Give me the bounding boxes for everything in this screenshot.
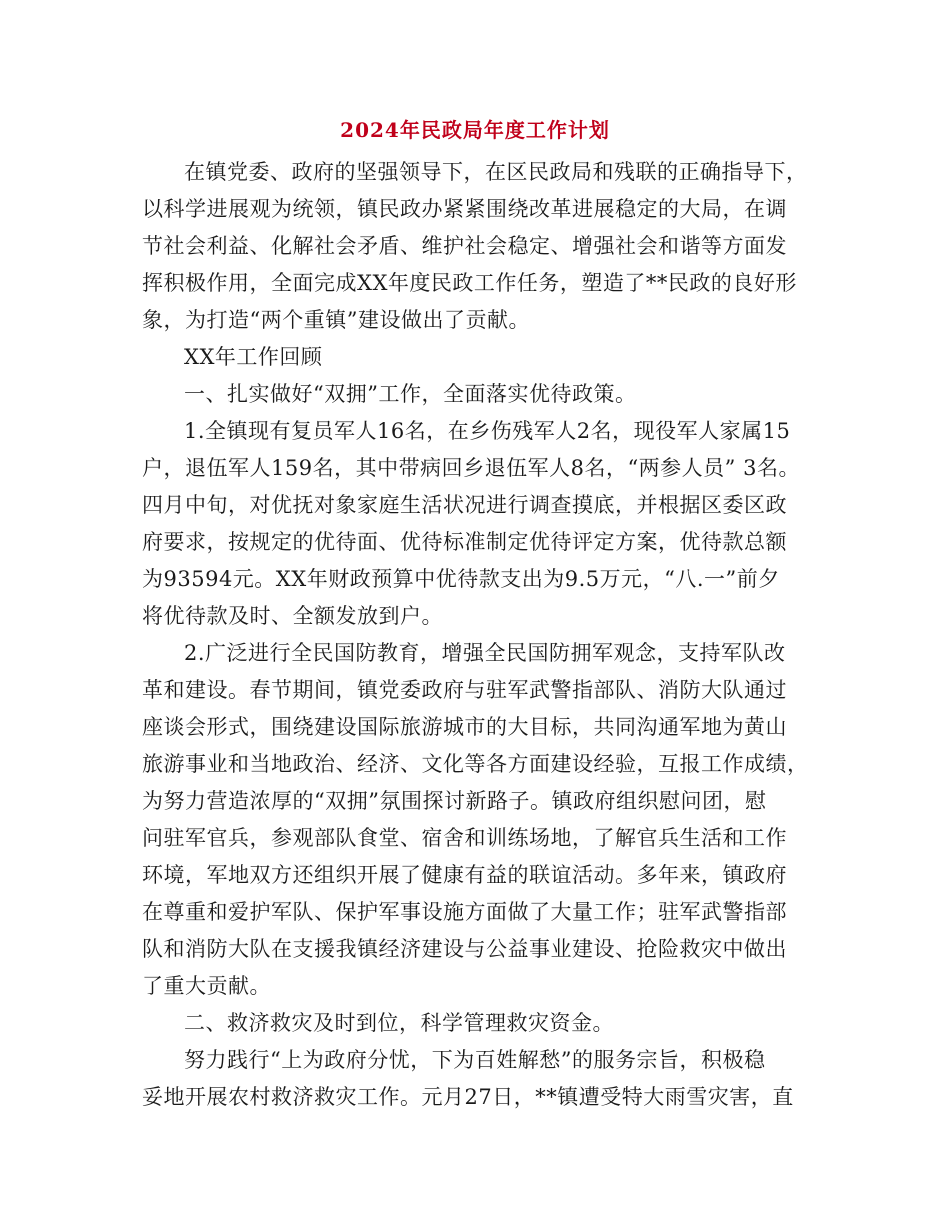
paragraph-line: 在尊重和爱护军队、保护军事设施方面做了大量工作；驻军武警指部	[142, 900, 787, 924]
paragraph-line: 环境，军地双方还组织开展了健康有益的联谊活动。多年来，镇政府	[142, 863, 787, 887]
paragraph-line: 座谈会形式，围绕建设国际旅游城市的大目标，共同沟通军地为黄山	[142, 715, 787, 739]
paragraph-line: 节社会利益、化解社会矛盾、维护社会稳定、增强社会和谐等方面发	[142, 234, 787, 258]
paragraph-line: 在镇党委、政府的坚强领导下，在区民政局和残联的正确指导下，	[184, 160, 808, 184]
paragraph-line: 旅游事业和当地政治、经济、文化等各方面建设经验，互报工作成绩，	[142, 752, 809, 776]
paragraph-line: 了重大贡献。	[142, 974, 271, 998]
paragraph-line: 问驻军官兵，参观部队食堂、宿舍和训练场地，了解官兵生活和工作	[142, 826, 787, 850]
paragraph-line: 户，退伍军人159名，其中带病回乡退伍军人8名，“两参人员” 3名。	[142, 456, 800, 480]
section-heading: XX年工作回顾	[184, 345, 323, 369]
paragraph-line: 为努力营造浓厚的“双拥”氛围探讨新路子。镇政府组织慰问团，慰	[142, 789, 767, 813]
paragraph-line: 将优待款及时、全额发放到户。	[142, 604, 443, 628]
paragraph-line: 挥积极作用，全面完成XX年度民政工作任务，塑造了**民政的良好形	[142, 271, 797, 295]
paragraph-line: 2.广泛进行全民国防教育，增强全民国防拥军观念，支持军队改	[184, 641, 786, 665]
paragraph-line: 四月中旬，对优抚对象家庭生活状况进行调查摸底，并根据区委区政	[142, 493, 787, 517]
paragraph-line: 努力践行“上为政府分忧，下为百姓解愁”的服务宗旨，积极稳	[184, 1048, 766, 1072]
paragraph-line: 以科学进展观为统领，镇民政办紧紧围绕改革进展稳定的大局，在调	[142, 197, 787, 221]
document-title: 2024年民政局年度工作计划	[340, 118, 610, 142]
paragraph-line: 队和消防大队在支援我镇经济建设与公益事业建设、抢险救灾中做出	[142, 937, 787, 961]
paragraph-line: 府要求，按规定的优待面、优待标准制定优待评定方案，优待款总额	[142, 530, 787, 554]
paragraph-line: 为93594元。XX年财政预算中优待款支出为9.5万元，“八.一”前夕	[142, 567, 780, 591]
paragraph-line: 革和建设。春节期间，镇党委政府与驻军武警指部队、消防大队通过	[142, 678, 787, 702]
section-heading: 一、扎实做好“双拥”工作，全面落实优待政策。	[184, 382, 637, 406]
paragraph-line: 1.全镇现有复员军人16名，在乡伤残军人2名，现役军人家属15	[184, 419, 791, 443]
paragraph-line: 象，为打造“两个重镇”建设做出了贡献。	[142, 308, 530, 332]
section-heading: 二、救济救灾及时到位，科学管理救灾资金。	[184, 1011, 614, 1035]
paragraph-line: 妥地开展农村救济救灾工作。元月27日，**镇遭受特大雨雪灾害，直	[142, 1085, 794, 1109]
